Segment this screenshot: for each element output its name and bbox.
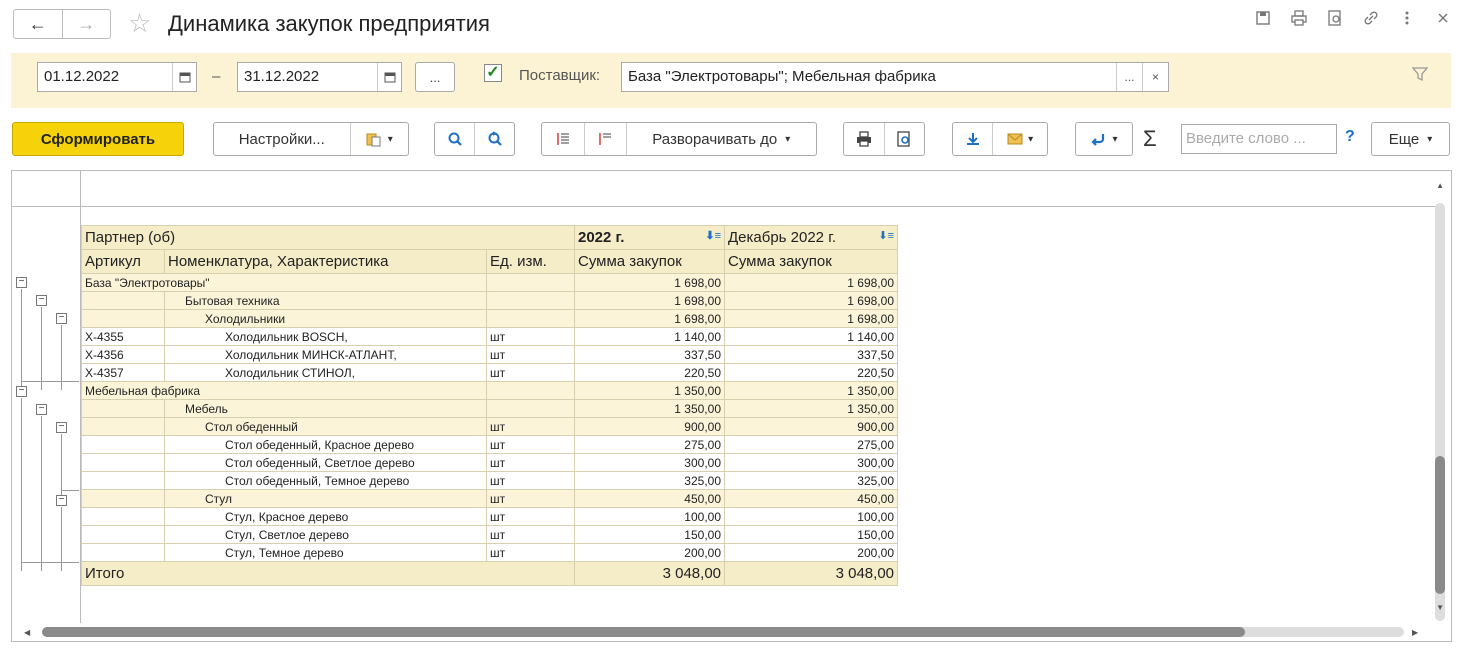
sum2-cell: 900,00 — [725, 418, 898, 436]
article-cell — [82, 544, 165, 562]
article-cell — [82, 454, 165, 472]
date-to-value: 31.12.2022 — [244, 68, 320, 85]
sum1-cell: 900,00 — [575, 418, 725, 436]
sum2-cell: 150,00 — [725, 526, 898, 544]
unit-cell — [487, 274, 575, 292]
scroll-up-icon[interactable]: ▲ — [1436, 181, 1444, 190]
unit-cell: шт — [487, 526, 575, 544]
scroll-right-icon[interactable]: ▶ — [1412, 628, 1419, 637]
article-cell — [82, 400, 165, 418]
partner-header: Партнер (об) — [82, 226, 575, 250]
sum2-cell: 300,00 — [725, 454, 898, 472]
collapse-toggle-icon[interactable]: − — [36, 404, 47, 415]
article-cell: X-4355 — [82, 328, 165, 346]
name-cell: Холодильник МИНСК-АТЛАНТ, — [165, 346, 487, 364]
sum-icon[interactable]: Σ — [1143, 126, 1157, 151]
sum1-cell: 275,00 — [575, 436, 725, 454]
sum2-cell: 100,00 — [725, 508, 898, 526]
table-row[interactable] — [82, 310, 898, 328]
period-2022-header[interactable] — [575, 226, 725, 250]
name-cell: Стул, Красное дерево — [165, 508, 487, 526]
print-preview-button[interactable] — [884, 123, 924, 155]
tree-line — [21, 398, 22, 571]
table-row[interactable] — [82, 526, 898, 544]
name-cell: Стол обеденный — [165, 418, 487, 436]
tree-line — [41, 416, 42, 571]
period-select-button[interactable]: ... — [415, 62, 455, 92]
period-dec-header[interactable] — [725, 226, 898, 250]
unit-cell: шт — [487, 544, 575, 562]
unit-cell: шт — [487, 436, 575, 454]
sum1-cell: 1 698,00 — [575, 274, 725, 292]
more-label: Еще — [1388, 130, 1420, 148]
supplier-field[interactable] — [621, 62, 1169, 92]
supplier-select-button[interactable]: ... — [1116, 63, 1142, 91]
name-cell: Мебель — [165, 400, 487, 418]
name-cell: Холодильники — [165, 310, 487, 328]
article-cell — [82, 418, 165, 436]
table-row[interactable] — [82, 490, 898, 508]
help-button[interactable]: ? — [1345, 128, 1355, 145]
sum1-cell: 150,00 — [575, 526, 725, 544]
supplier-checkbox[interactable]: ✓ — [484, 64, 502, 82]
forward-button[interactable]: → — [77, 13, 96, 34]
table-row[interactable] — [82, 274, 898, 292]
collapse-toggle-icon[interactable]: − — [56, 495, 67, 506]
article-cell — [82, 310, 165, 328]
sum2-cell: 450,00 — [725, 490, 898, 508]
sum1-cell: 1 698,00 — [575, 310, 725, 328]
tree-line — [61, 490, 79, 491]
sum2-cell: 200,00 — [725, 544, 898, 562]
article-cell — [82, 472, 165, 490]
article-header: Артикул — [82, 250, 165, 274]
sum2-cell: 220,50 — [725, 364, 898, 382]
table-row[interactable] — [82, 436, 898, 454]
tree-line — [21, 289, 22, 390]
name-cell: Стол обеденный, Красное дерево — [165, 436, 487, 454]
table-row[interactable] — [82, 508, 898, 526]
sum1-cell: 450,00 — [575, 490, 725, 508]
sum2-cell: 325,00 — [725, 472, 898, 490]
find-icon[interactable] — [435, 123, 474, 155]
table-row[interactable] — [82, 418, 898, 436]
save-to-file-icon[interactable] — [953, 123, 992, 155]
more-icon[interactable] — [1396, 10, 1418, 31]
name-cell: Стул — [165, 490, 487, 508]
back-button[interactable]: ← — [14, 10, 63, 38]
unit-cell: шт — [487, 472, 575, 490]
report-table — [81, 225, 898, 586]
header-divider — [12, 206, 1440, 207]
sum2-cell: 1 140,00 — [725, 328, 898, 346]
collapse-all-icon[interactable] — [542, 123, 584, 155]
go-to-icon — [1076, 123, 1132, 155]
unit-cell: шт — [487, 490, 575, 508]
more-button-content — [1372, 123, 1449, 155]
collapse-toggle-icon[interactable]: − — [16, 277, 27, 288]
print-icon[interactable] — [1288, 10, 1310, 31]
sort-icon[interactable]: ⬇≡ — [878, 230, 894, 242]
generate-button[interactable] — [12, 122, 184, 156]
date-from-field[interactable] — [37, 62, 197, 92]
preview-icon[interactable] — [1324, 10, 1346, 31]
supplier-clear-button[interactable]: × — [1142, 63, 1168, 91]
grouping-group — [541, 122, 817, 156]
unit-cell — [487, 400, 575, 418]
sum1-cell: 200,00 — [575, 544, 725, 562]
article-cell — [82, 508, 165, 526]
table-row[interactable] — [82, 400, 898, 418]
scroll-down-icon[interactable]: ▼ — [1436, 603, 1444, 612]
chevron-down-icon: ▾ — [1028, 133, 1034, 145]
tree-line — [41, 307, 42, 390]
sum1-cell: 220,50 — [575, 364, 725, 382]
total-sum2: 3 048,00 — [725, 562, 898, 586]
nomenclature-header: Номенклатура, Характеристика — [165, 250, 487, 274]
sum2-cell: 1 698,00 — [725, 310, 898, 328]
page-title: Динамика закупок предприятия — [168, 11, 490, 36]
period-2022-label: 2022 г. — [578, 229, 625, 246]
unit-cell: шт — [487, 328, 575, 346]
collapse-toggle-icon[interactable]: − — [36, 295, 47, 306]
unit-cell — [487, 382, 575, 400]
close-icon[interactable] — [1432, 10, 1454, 31]
article-cell — [82, 526, 165, 544]
name-cell: Стул, Темное дерево — [165, 544, 487, 562]
table-header-row-2 — [82, 250, 898, 274]
send-mail-button[interactable] — [992, 123, 1047, 155]
supplier-label: Поставщик: — [519, 67, 601, 84]
article-cell: X-4356 — [82, 346, 165, 364]
supplier-value: База "Электротовары"; Мебельная фабрика — [628, 68, 936, 85]
tree-line — [61, 381, 79, 382]
total-row — [82, 562, 898, 586]
calendar-icon[interactable] — [172, 63, 196, 91]
filter-funnel-icon[interactable] — [1412, 66, 1428, 87]
chevron-down-icon: ▾ — [1427, 133, 1433, 145]
find-next-icon[interactable] — [474, 123, 514, 155]
table-row[interactable] — [82, 544, 898, 562]
table-row[interactable] — [82, 364, 898, 382]
chevron-down-icon: ▾ — [1112, 133, 1118, 145]
scroll-left-icon[interactable]: ◀ — [24, 628, 31, 637]
settings-button[interactable]: Настройки... — [238, 130, 325, 148]
sum2-cell: 1 350,00 — [725, 382, 898, 400]
total-sum1: 3 048,00 — [575, 562, 725, 586]
sum1-header: Сумма закупок — [575, 250, 725, 274]
sum1-cell: 325,00 — [575, 472, 725, 490]
sum1-cell: 1 350,00 — [575, 382, 725, 400]
expand-to-label: Разворачивать до — [652, 130, 778, 148]
sum2-cell: 1 698,00 — [725, 274, 898, 292]
export-group — [952, 122, 1048, 156]
favorite-star-icon[interactable]: ☆ — [128, 8, 152, 38]
unit-cell: шт — [487, 418, 575, 436]
unit-cell: шт — [487, 364, 575, 382]
print-button[interactable] — [844, 123, 884, 155]
report-area — [11, 170, 1452, 642]
navigate-button[interactable] — [1075, 122, 1133, 156]
sum1-cell: 1 698,00 — [575, 292, 725, 310]
date-from-value: 01.12.2022 — [44, 68, 120, 85]
table-row[interactable] — [82, 472, 898, 490]
chevron-down-icon: ▾ — [785, 133, 791, 145]
sum2-cell: 275,00 — [725, 436, 898, 454]
sum1-cell: 1 350,00 — [575, 400, 725, 418]
sum2-header: Сумма закупок — [725, 250, 898, 274]
window-actions — [1252, 10, 1454, 31]
table-row[interactable] — [82, 292, 898, 310]
period-dec-label: Декабрь 2022 г. — [728, 229, 836, 246]
collapse-toggle-icon[interactable]: − — [16, 386, 27, 397]
name-cell: Стол обеденный, Темное дерево — [165, 472, 487, 490]
link-icon[interactable] — [1360, 10, 1382, 31]
sum2-cell: 1 350,00 — [725, 400, 898, 418]
name-cell: Холодильник СТИНОЛ, — [165, 364, 487, 382]
table-row[interactable] — [82, 328, 898, 346]
date-range-dash: – — [212, 68, 221, 85]
article-cell: X-4357 — [82, 364, 165, 382]
sum1-cell: 300,00 — [575, 454, 725, 472]
tree-line — [61, 562, 79, 563]
article-cell — [82, 292, 165, 310]
sum2-cell: 1 698,00 — [725, 292, 898, 310]
expand-to-button[interactable] — [626, 123, 816, 155]
expand-all-icon[interactable] — [584, 123, 626, 155]
calendar-icon[interactable] — [377, 63, 401, 91]
unit-cell — [487, 310, 575, 328]
unit-cell: шт — [487, 346, 575, 364]
name-cell: Стул, Светлое дерево — [165, 526, 487, 544]
variant-menu-button[interactable] — [350, 123, 409, 155]
total-label: Итого — [82, 562, 575, 586]
unit-cell: шт — [487, 508, 575, 526]
vertical-scroll-thumb[interactable] — [1435, 456, 1445, 594]
sort-icon[interactable]: ⬇≡ — [705, 230, 721, 242]
print-group — [843, 122, 925, 156]
table-row[interactable] — [82, 346, 898, 364]
sum1-cell: 100,00 — [575, 508, 725, 526]
name-cell: Бытовая техника — [165, 292, 487, 310]
table-row[interactable] — [82, 454, 898, 472]
article-cell — [82, 490, 165, 508]
chevron-down-icon: ▾ — [387, 133, 393, 145]
name-cell: Холодильник BOSCH, — [165, 328, 487, 346]
collapse-toggle-icon[interactable]: − — [56, 422, 67, 433]
unit-cell: шт — [487, 454, 575, 472]
unit-cell — [487, 292, 575, 310]
name-cell: Мебельная фабрика — [82, 382, 487, 400]
date-to-field[interactable] — [237, 62, 402, 92]
sum1-cell: 337,50 — [575, 346, 725, 364]
more-button[interactable] — [1371, 122, 1450, 156]
generate-button-label: Сформировать — [40, 130, 156, 148]
horizontal-scroll-thumb[interactable] — [42, 627, 1245, 637]
table-row[interactable] — [82, 382, 898, 400]
sum2-cell: 337,50 — [725, 346, 898, 364]
article-cell — [82, 436, 165, 454]
search-input[interactable]: Введите слово ... — [1181, 124, 1337, 154]
sum1-cell: 1 140,00 — [575, 328, 725, 346]
name-cell: Стол обеденный, Светлое дерево — [165, 454, 487, 472]
table-header-row-1 — [82, 226, 898, 250]
settings-group — [213, 122, 409, 156]
nav-buttons — [13, 9, 111, 39]
collapse-toggle-icon[interactable]: − — [56, 313, 67, 324]
unit-header: Ед. изм. — [487, 250, 575, 274]
search-group — [434, 122, 515, 156]
name-cell: База "Электротовары" — [82, 274, 487, 292]
save-icon[interactable] — [1252, 10, 1274, 31]
